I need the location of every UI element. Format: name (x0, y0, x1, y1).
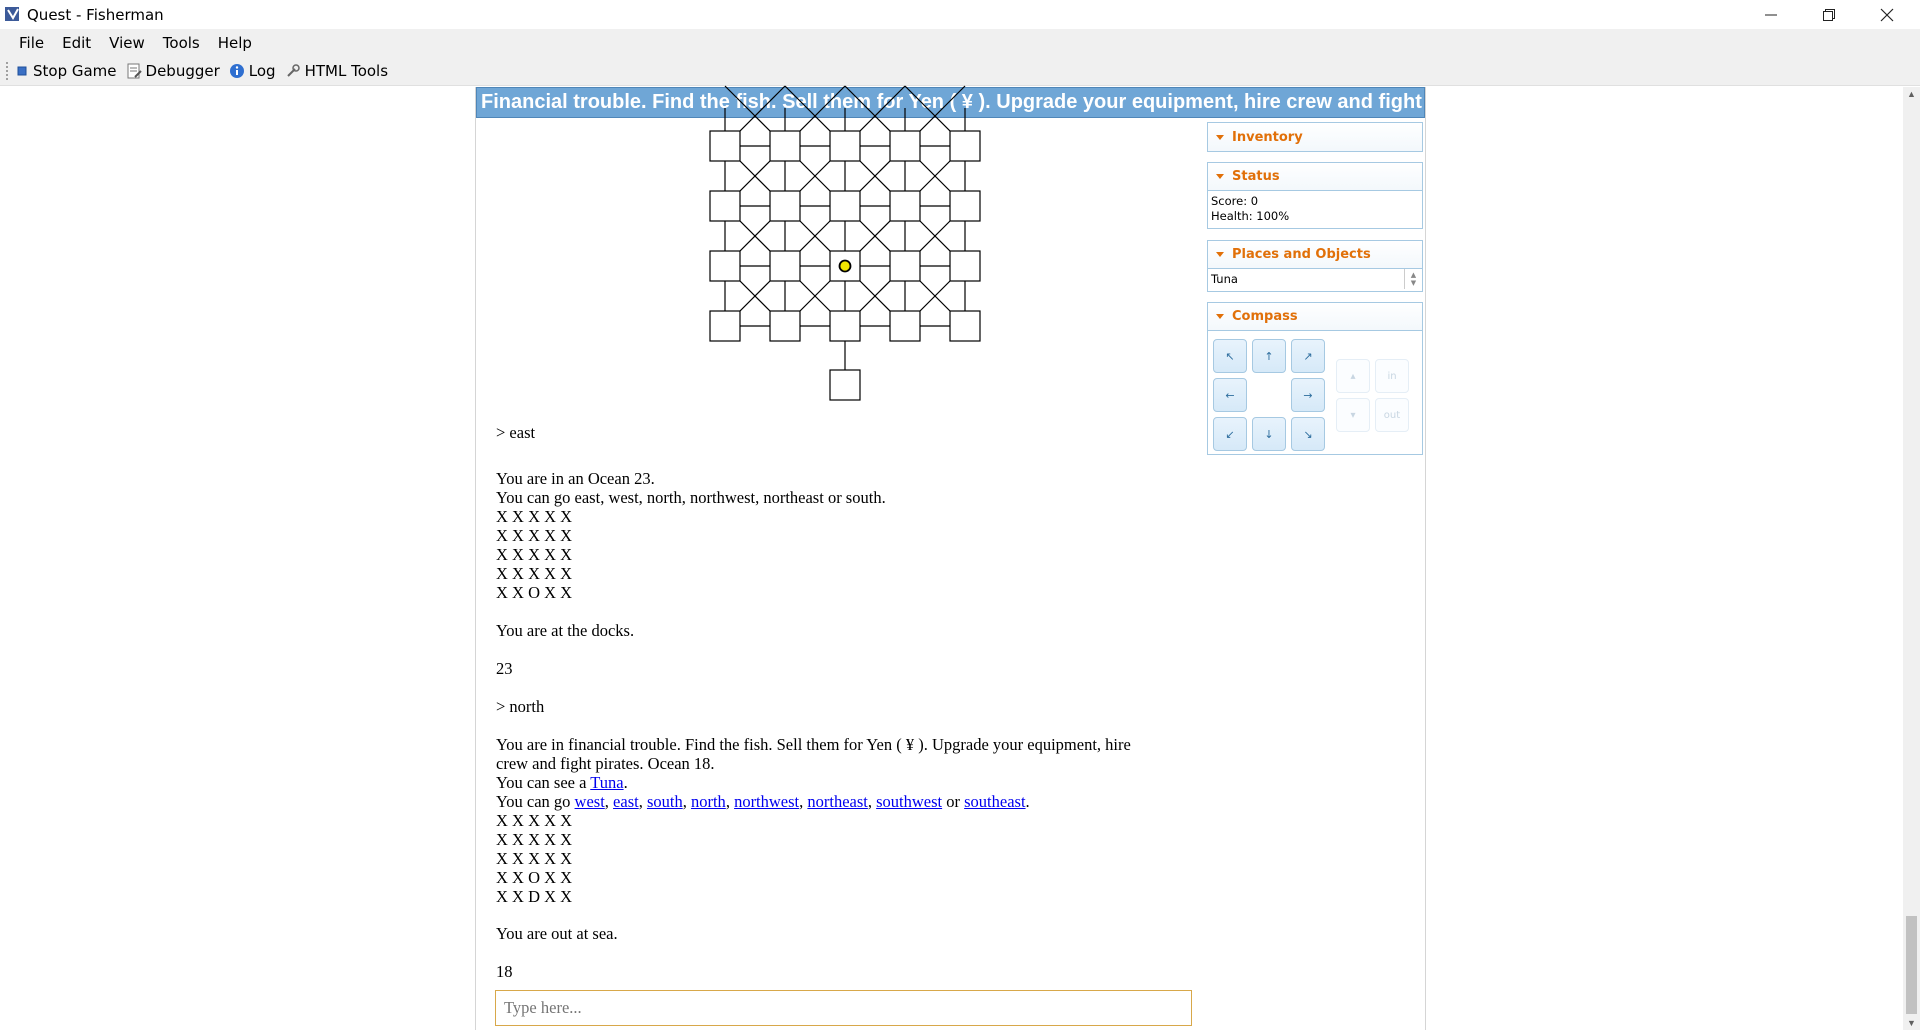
debugger-button[interactable] (126, 62, 220, 80)
compass-southwest-button[interactable] (1213, 417, 1247, 451)
collapse-icon (1216, 135, 1224, 140)
compass-southeast-button[interactable] (1291, 417, 1325, 451)
sea-text: You are out at sea. (496, 924, 618, 943)
map-room (770, 311, 800, 341)
toolbar-grip (6, 62, 9, 80)
compass-in-button[interactable] (1375, 359, 1409, 393)
map-room (710, 311, 740, 341)
arrow-down-icon: ▾ (1350, 409, 1356, 421)
scroll-up-arrow-icon[interactable]: ▲ (1907, 89, 1916, 99)
map-room (950, 251, 980, 281)
collapse-icon (1216, 252, 1224, 257)
location-banner: Financial trouble. Find the fish. Sell them for Yen ( ¥ ). Upgrade your equipment, hire crew and fight pirates. Ocean 18. (476, 87, 1425, 118)
places-title: Places and Objects (1232, 247, 1371, 262)
info-icon (229, 63, 245, 79)
transcript-block-3 (496, 621, 1196, 640)
map-room (950, 311, 980, 341)
menu-file[interactable]: File (19, 33, 45, 52)
status-title: Status (1232, 169, 1280, 184)
grid-row: X X D X X (496, 887, 573, 906)
places-header[interactable] (1208, 241, 1422, 269)
quest-app-icon (4, 5, 22, 23)
map-room (710, 191, 740, 221)
restore-button[interactable] (1800, 0, 1858, 29)
grid-row: X X X X X (496, 849, 573, 868)
exit-link-northeast[interactable]: northeast (807, 792, 868, 811)
close-button[interactable] (1858, 0, 1916, 29)
compass-northwest-button[interactable] (1213, 339, 1247, 373)
collapse-icon (1216, 314, 1224, 319)
objects-prefix: You can see a (496, 773, 591, 792)
arrow-south-icon: ↓ (1264, 427, 1274, 441)
vertical-scrollbar[interactable] (1903, 87, 1920, 1030)
debugger-icon (126, 63, 142, 79)
inventory-header[interactable] (1208, 123, 1422, 151)
stop-icon (15, 64, 29, 78)
compass-out-label: out (1383, 409, 1401, 421)
grid-row: X X X X X (496, 830, 573, 849)
score-text: Score: 0 (1211, 194, 1259, 208)
map-room-docks (830, 370, 860, 400)
map-room (950, 131, 980, 161)
status-body (1208, 191, 1422, 227)
map-room (890, 191, 920, 221)
transcript-block-7 (496, 924, 1196, 943)
arrow-north-icon: ↑ (1264, 349, 1274, 363)
inventory-pane (1207, 122, 1423, 152)
scrollbar-thumb[interactable] (1906, 916, 1917, 1014)
stop-game-button[interactable] (15, 62, 117, 80)
grid-row: X X O X X (496, 583, 573, 602)
compass-in-label: in (1387, 370, 1397, 382)
docks-text: You are at the docks. (496, 621, 635, 640)
command-echo: > north (496, 697, 545, 716)
compass-south-button[interactable] (1252, 417, 1286, 451)
map-room (830, 311, 860, 341)
exit-link-south[interactable]: south (646, 792, 683, 811)
html-tools-button[interactable] (285, 62, 388, 80)
close-icon (1880, 8, 1894, 22)
compass-northeast-button[interactable] (1291, 339, 1325, 373)
transcript-block-6 (496, 735, 1196, 906)
transcript-block-8 (496, 962, 1196, 981)
status-pane (1207, 162, 1423, 229)
command-echo: > east (496, 423, 536, 442)
exit-link-north[interactable]: north (690, 792, 726, 811)
window-title: Quest - Fisherman (27, 6, 164, 24)
ocean-map (496, 118, 1196, 418)
menu-bar (0, 29, 1920, 56)
inventory-title: Inventory (1232, 129, 1303, 145)
room-title: You are in an Ocean 23. (496, 469, 655, 488)
compass-out-button[interactable] (1375, 398, 1409, 432)
room-description: You are in financial trouble. Find the fish. Sell them for Yen ( ¥ ). Upgrade your equipment, hire (496, 735, 1131, 754)
ocean-number: 18 (496, 962, 513, 981)
arrow-southeast-icon: ↘ (1303, 427, 1313, 441)
menu-edit[interactable]: Edit (62, 33, 92, 52)
grid-row: X X X X X (496, 526, 573, 545)
grid-row: X X O X X (496, 868, 573, 887)
transcript-block-1 (496, 423, 1196, 459)
compass-header[interactable] (1208, 303, 1422, 331)
game-viewport (0, 87, 1920, 1030)
map-room (770, 131, 800, 161)
player-marker (840, 261, 851, 272)
grid-row: X X X X X (496, 811, 573, 830)
exit-link-northwest[interactable]: northwest (734, 792, 800, 811)
object-link-tuna[interactable]: Tuna (590, 773, 624, 792)
map-room (710, 251, 740, 281)
log-label: Log (248, 61, 276, 80)
transcript-block-2 (496, 469, 1196, 602)
minimize-icon (1765, 9, 1777, 21)
grid-row: X X X X X (496, 545, 573, 564)
places-pane (1207, 240, 1423, 292)
grid-row: X X X X X (496, 564, 573, 583)
exit-link-southeast[interactable]: southeast (964, 792, 1026, 811)
compass-down-button[interactable] (1336, 398, 1370, 432)
arrow-southwest-icon: ↙ (1225, 427, 1235, 441)
map-room (890, 251, 920, 281)
menu-tools[interactable]: Tools (162, 33, 200, 52)
collapse-icon (1216, 174, 1224, 179)
html-tools-label: HTML Tools (304, 61, 389, 80)
compass-east-button[interactable] (1291, 378, 1325, 412)
places-item-tuna[interactable]: Tuna (1211, 271, 1238, 286)
stop-game-label: Stop Game (33, 61, 117, 80)
debugger-label: Debugger (145, 61, 220, 80)
compass-west-button[interactable] (1213, 378, 1247, 412)
exits-text: You can go east, west, north, northwest, northeast or south. (496, 488, 886, 507)
compass-north-button[interactable] (1252, 339, 1286, 373)
map-room (770, 251, 800, 281)
arrow-northeast-icon: ↗ (1303, 349, 1313, 363)
places-scroll-spinner[interactable]: ▲ ▼ (1404, 269, 1422, 289)
compass-title: Compass (1232, 309, 1298, 324)
map-room (890, 131, 920, 161)
map-room (830, 131, 860, 161)
status-header[interactable] (1208, 163, 1422, 191)
command-input[interactable] (495, 990, 1192, 1026)
exit-link-west[interactable]: west (574, 792, 605, 811)
transcript-block-4 (496, 659, 1196, 678)
exits-links: You can go west, east, south, north, northwest, northeast, southwest or southeast. (496, 792, 1030, 811)
room-description: crew and fight pirates. Ocean 18. (496, 754, 715, 773)
toolbar (0, 56, 1920, 86)
menu-view[interactable]: View (109, 33, 145, 52)
map-room (830, 191, 860, 221)
places-list[interactable] (1208, 269, 1422, 289)
window-titlebar (0, 0, 1920, 29)
compass-pane (1207, 302, 1423, 455)
menu-help[interactable]: Help (217, 33, 252, 52)
map-room (950, 191, 980, 221)
story-output (496, 118, 1196, 1030)
map-room (890, 311, 920, 341)
compass-body (1208, 331, 1422, 455)
compass-up-button[interactable] (1336, 359, 1370, 393)
map-room (770, 191, 800, 221)
exit-link-southwest[interactable]: southwest (876, 792, 943, 811)
map-room (710, 131, 740, 161)
arrow-east-icon: → (1303, 388, 1313, 402)
health-text: Health: 100% (1211, 209, 1290, 223)
exit-link-east[interactable]: east (613, 792, 639, 811)
arrow-up-icon: ▴ (1350, 370, 1356, 382)
grid-row: X X X X X (496, 507, 573, 526)
tools-icon (285, 63, 301, 79)
restore-icon (1823, 9, 1835, 21)
minimize-button[interactable] (1742, 0, 1800, 29)
game-frame (475, 87, 1599, 1030)
transcript-block-5 (496, 697, 1196, 716)
objects-text (496, 773, 1196, 792)
objects-suffix: . (623, 773, 628, 792)
arrow-west-icon: ← (1225, 388, 1235, 402)
ocean-number: 23 (496, 659, 513, 678)
scroll-down-arrow-icon[interactable]: ▼ (1907, 1018, 1916, 1028)
exits-prefix: You can go (496, 792, 575, 811)
arrow-northwest-icon: ↖ (1225, 349, 1235, 363)
log-button[interactable] (229, 62, 276, 80)
